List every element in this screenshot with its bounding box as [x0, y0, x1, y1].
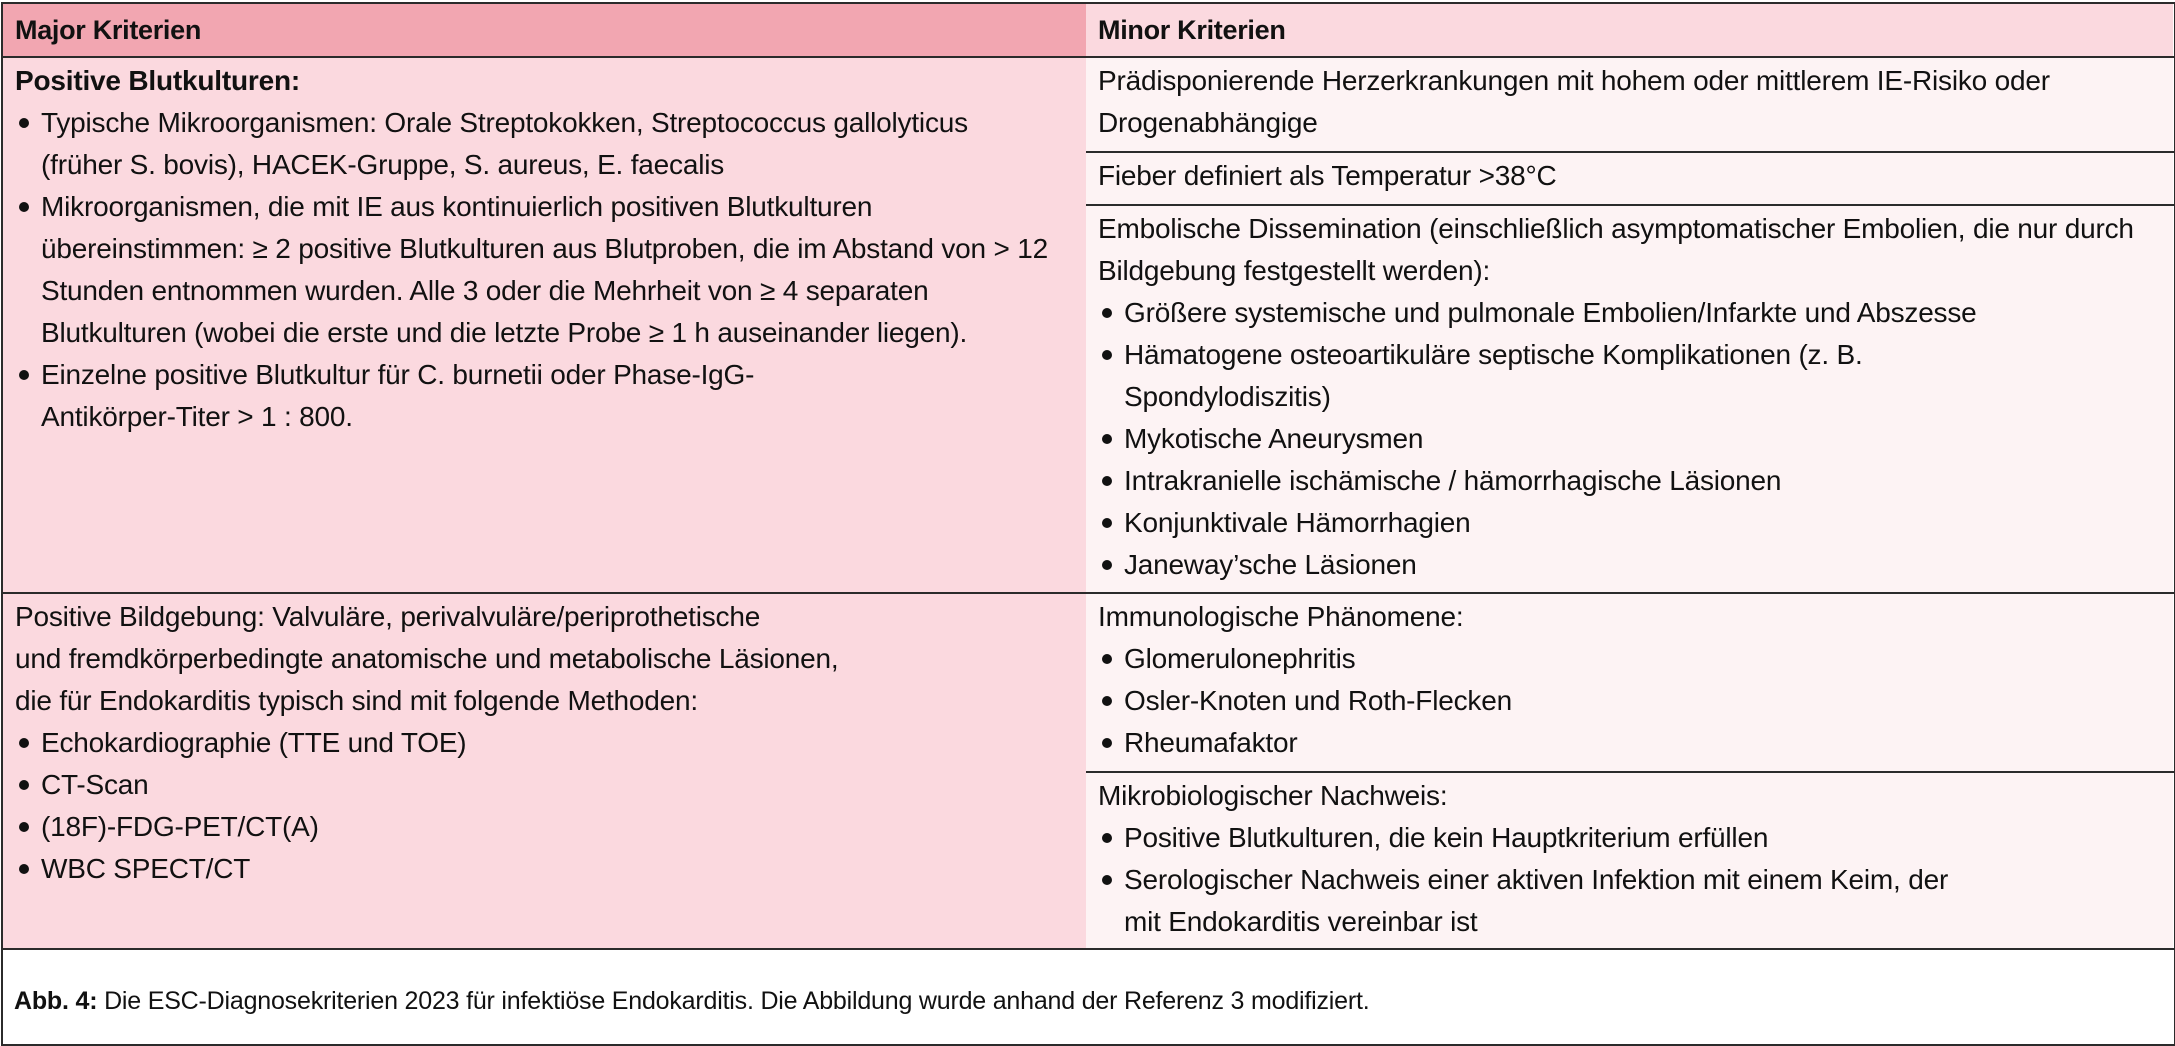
figure-caption	[14, 984, 1369, 1018]
list-item: Serologischer Nachweis einer aktiven Infektion mit einem Keim, der mit Endokarditis vereinbar ist	[1098, 859, 2161, 943]
list-item: Positive Blutkulturen, die kein Hauptkriterium erfüllen	[1098, 817, 2161, 859]
imaging-intro-line: Positive Bildgebung: Valvuläre, perivalvuläre/periprothetische	[15, 601, 761, 632]
list-item: CT-Scan	[15, 764, 1074, 806]
list-item: Janeway’sche Läsionen	[1098, 544, 2161, 586]
predisposition-text: Prädisponierende Herzerkrankungen mit hohem oder mittlerem IE-Risiko oder Drogenabhängige	[1098, 65, 2050, 138]
list-item: Mikroorganismen, die mit IE aus kontinuierlich positiven Blutkulturen übereinstimmen: ≥ 2 positive Blutkulturen aus Blutproben, die im Abstand von > 12 Stunden entnommen wurden. Alle 3 oder die Mehrheit von ≥ 4 separaten Blutkulturen (wobei die erste und die letzte Probe ≥ 1 h auseinander liegen).	[15, 186, 1074, 354]
major-imaging-cell	[3, 594, 1086, 949]
blood-cultures-title: Positive Blutkulturen:	[15, 65, 300, 96]
caption-text: Die ESC-Diagnosekriterien 2023 für infektiöse Endokarditis. Die Abbildung wurde anhand der Referenz 3 modifiziert.	[97, 987, 1370, 1015]
list-item: Größere systemische und pulmonale Embolien/Infarkte und Abszesse	[1098, 292, 2161, 334]
minor-fever-cell	[1086, 153, 2173, 205]
list-item: Intrakranielle ischämische / hämorrhagische Läsionen	[1098, 460, 2161, 502]
microbiologic-list	[1098, 817, 2161, 943]
imaging-methods-list	[15, 722, 1074, 890]
list-item: Typische Mikroorganismen: Orale Streptokokken, Streptococcus gallolyticus (früher S. bovis), HACEK-Gruppe, S. aureus, E. faecalis	[15, 102, 1074, 186]
list-item: Echokardiographie (TTE und TOE)	[15, 722, 1074, 764]
list-item: Rheumafaktor	[1098, 722, 2161, 764]
list-item: WBC SPECT/CT	[15, 848, 1074, 890]
major-blood-cultures-cell	[3, 58, 1086, 593]
list-item: Einzelne positive Blutkultur für C. burnetii oder Phase-IgG-Antikörper-Titer > 1 : 800.	[15, 354, 1074, 438]
list-item: Glomerulonephritis	[1098, 638, 2161, 680]
list-item: Konjunktivale Hämorrhagien	[1098, 502, 2161, 544]
caption-label: Abb. 4:	[14, 987, 98, 1015]
minor-embolic-cell	[1086, 206, 2173, 593]
microbiologic-intro: Mikrobiologischer Nachweis:	[1098, 780, 1448, 811]
minor-immunologic-cell	[1086, 594, 2173, 771]
list-item: (18F)-FDG-PET/CT(A)	[15, 806, 1074, 848]
minor-predisposition-cell	[1086, 58, 2173, 152]
embolic-intro: Embolische Dissemination (einschließlich asymptomatischer Embolien, die nur durch Bildgebung festgestellt werden):	[1098, 213, 2134, 286]
blood-cultures-list	[15, 102, 1074, 438]
major-criteria-header: Major Kriterien	[3, 4, 1086, 57]
list-item: Mykotische Aneurysmen	[1098, 418, 2161, 460]
embolic-list	[1098, 292, 2161, 586]
fever-text: Fieber definiert als Temperatur >38°C	[1098, 160, 1557, 191]
minor-criteria-header: Minor Kriterien	[1086, 4, 2173, 57]
immunologic-list	[1098, 638, 2161, 764]
minor-microbiologic-cell	[1086, 773, 2173, 949]
list-item: Hämatogene osteoartikuläre septische Komplikationen (z. B. Spondylodiszitis)	[1098, 334, 2161, 418]
table-bottom-border	[1, 948, 2174, 950]
imaging-intro-line: die für Endokarditis typisch sind mit folgende Methoden:	[15, 685, 698, 716]
list-item: Osler-Knoten und Roth-Flecken	[1098, 680, 2161, 722]
imaging-intro-line: und fremdkörperbedingte anatomische und metabolische Läsionen,	[15, 643, 839, 674]
immunologic-intro: Immunologische Phänomene:	[1098, 601, 1464, 632]
